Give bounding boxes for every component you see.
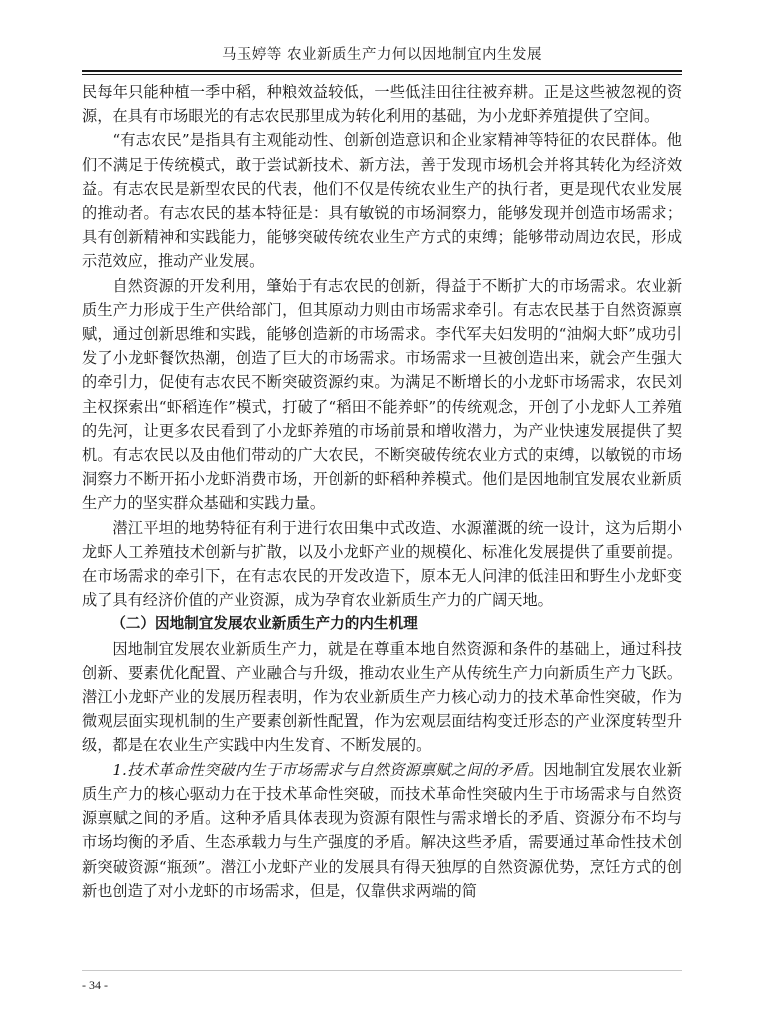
running-header: 马玉婷等 农业新质生产力何以因地制宜内生发展 — [221, 47, 543, 63]
header-rule-thin — [82, 74, 682, 75]
paragraph-qianjiang-terrain: 潜江平坦的地势特征有利于进行农田集中式改造、水源灌溉的统一设计，这为后期小龙虾人工养殖技术创新与扩散，以及小龙虾产业的规模化、标准化发展提供了重要前提。在市场需求的牵引下，在有志农民的开发改造下，原本无人问津的低洼田和野生小龙虾变成了具有经济价值的产业资源，成为孕育农业新质生产力的广阔天地。 — [82, 518, 682, 610]
body-text — [82, 80, 682, 903]
footer-rule — [82, 970, 682, 971]
header-rule — [82, 70, 682, 72]
subsection-body: 因地制宜发展农业新质生产力的核心驱动力在于技术革命性突破，而技术革命性突破内生于市场需求与自然资源禀赋之间的矛盾。这种矛盾具体表现为资源有限性与需求增长的矛盾、资源分布不均与市场均衡的矛盾、生态承载力与生产强度的矛盾。解决这些矛盾，需要通过革命性技术创新突破资源“瓶颈”。潜江小龙虾产业的发展具有得天独厚的自然资源优势，烹饪方式的创新也创造了对小龙虾的市场需求，但是，仅靠供求两端的简 — [82, 760, 682, 900]
paragraph-market-demand: 自然资源的开发利用，肇始于有志农民的创新，得益于不断扩大的市场需求。农业新质生产力形成于生产供给部门，但其原动力则由市场需求牵引。有志农民基于自然资源禀赋，通过创新思维和实践，能够创造新的市场需求。李代军夫妇发明的“油焖大虾”成功引发了小龙虾餐饮热潮，创造了巨大的市场需求。市场需求一旦被创造出来，就会产生强大的牵引力，促使有志农民不断突破资源约束。为满足不断增长的小龙虾市场需求，农民刘主权探索出“虾稻连作”模式，打破了“稻田不能养虾”的传统观念，开创了小龙虾人工养殖的先河，让更多农民看到了小龙虾养殖的市场前景和增收潜力，为产业快速发展提供了契机。有志农民以及由他们带动的广大农民，不断突破传统农业方式的束缚，以敏锐的市场洞察力不断开拓小龙虾消费市场，开创新的虾稻种养模式。他们是因地制宜发展农业新质生产力的坚实群众基础和实践力量。 — [82, 276, 682, 513]
page-number: - 34 - — [82, 978, 108, 992]
paragraph-ambitious-farmers-definition: “有志农民”是指具有主观能动性、创新创造意识和企业家精神等特征的农民群体。他们不满足于传统模式，敢于尝试新技术、新方法，善于发现市场机会并将其转化为经济效益。有志农民是新型农民的代表，他们不仅是传统农业生产的执行者，更是现代农业发展的推动者。有志农民的基本特征是：具有敏锐的市场洞察力，能够发现并创造市场需求；具有创新精神和实践能力，能够突破传统农业生产方式的束缚；能够带动周边农民，形成示范效应，推动产业发展。 — [82, 131, 682, 271]
paragraph-technology-breakthrough — [82, 758, 682, 903]
section-heading: （二）因地制宜发展农业新质生产力的内生机理 — [111, 615, 418, 633]
paragraph-continued: 民每年只能种植一季中稻，种粮效益较低，一些低洼田往往被弃耕。正是这些被忽视的资源，在具有市场眼光的有志农民那里成为转化利用的基础，为小龙虾养殖提供了空间。 — [82, 83, 682, 126]
paragraph-endogenous-mechanism: 因地制宜发展农业新质生产力，就是在尊重本地自然资源和条件的基础上，通过科技创新、要素优化配置、产业融合与升级，推动农业生产从传统生产力向新质生产力飞跃。潜江小龙虾产业的发展历程表明，作为农业新质生产力核心动力的技术革命性突破，作为微观层面实现机制的生产要素创新性配置，作为宏观层面结构变迁形态的产业深度转型升级，都是在农业生产实践中内生发育、不断发展的。 — [82, 639, 682, 755]
subsection-lead: 1.技术革命性突破内生于市场需求与自然资源禀赋之间的矛盾。 — [112, 760, 544, 779]
